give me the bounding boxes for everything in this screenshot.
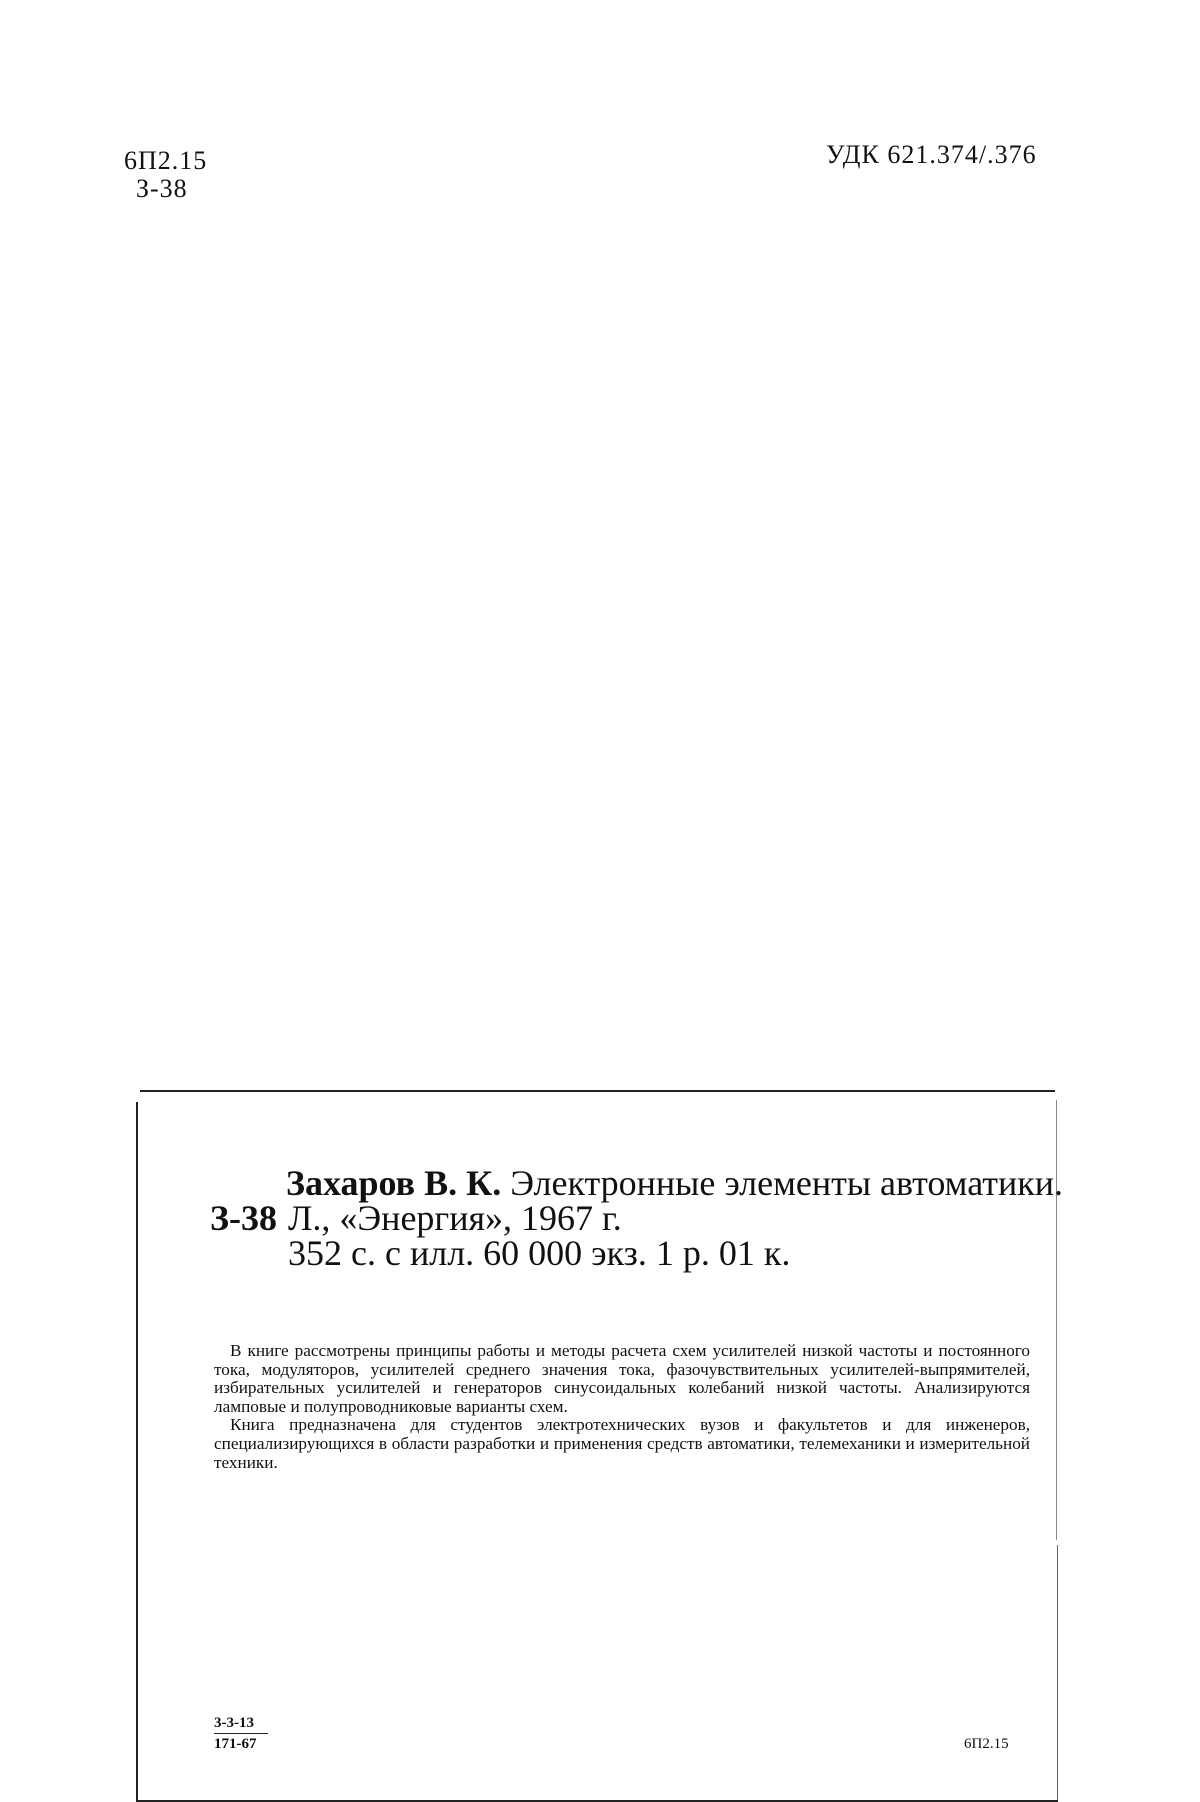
code-fraction-line bbox=[214, 1733, 268, 1734]
card-code-denominator: 171-67 bbox=[214, 1736, 257, 1752]
card-author-mark: З-38 bbox=[210, 1198, 277, 1238]
card-publisher: Л., «Энергия», 1967 г. bbox=[288, 1198, 622, 1238]
card-top-border bbox=[140, 1090, 1055, 1092]
card-left-border bbox=[136, 1102, 138, 1802]
abstract-paragraph: В книге рассмотрены принципы работы и методы расчета схем усилителей низкой частоты и постоянного тока, модуляторов, усилителей среднего значения тока, фазочувствительных усилителей-выпрямителей, избирательных усилителей и генераторов синусоидальных колебаний низкой частоты. Анализируются ламповые и полупроводниковые варианты схем. bbox=[214, 1341, 1030, 1416]
author-mark: З-38 bbox=[136, 174, 188, 203]
card-description: 352 с. с илл. 60 000 экз. 1 р. 01 к. bbox=[288, 1233, 791, 1273]
card-code-numerator: 3-3-13 bbox=[214, 1715, 254, 1731]
card-author: Захаров В. К. bbox=[286, 1163, 502, 1203]
card-bbk-code: 6П2.15 bbox=[964, 1736, 1009, 1752]
card-title: Электронные элементы автоматики. bbox=[510, 1163, 1064, 1203]
abstract-paragraph: Книга предназначена для студентов электротехнических вузов и факультетов и для инженеров, специализирующихся в области разработки и применения средств автоматики, телемеханики и измерительной техники. bbox=[214, 1415, 1030, 1472]
udc-code: УДК 621.374/.376 bbox=[826, 140, 1037, 169]
card-abstract bbox=[214, 1342, 1030, 1472]
bbk-code: 6П2.15 bbox=[124, 146, 208, 175]
card-right-border-lower bbox=[1057, 1545, 1058, 1800]
